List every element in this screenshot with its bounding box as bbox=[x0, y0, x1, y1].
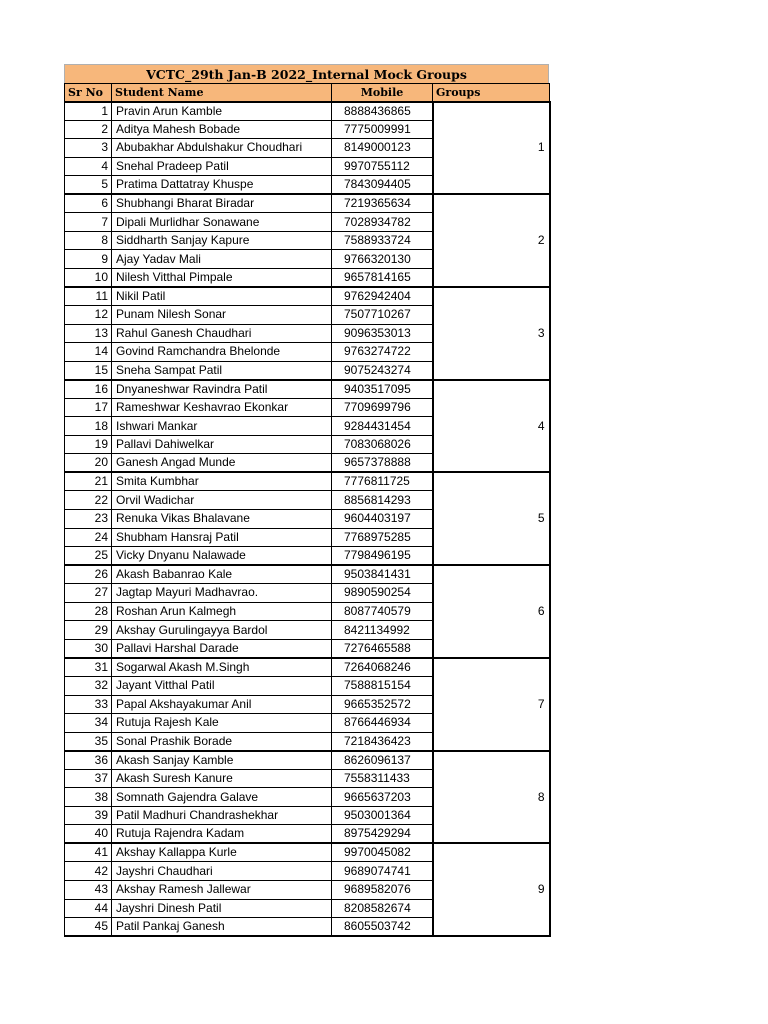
student-name-cell: Ajay Yadav Mali bbox=[112, 250, 332, 269]
sr-no-cell: 40 bbox=[65, 825, 112, 844]
sr-no-cell: 36 bbox=[65, 751, 112, 770]
header-groups: Groups bbox=[433, 84, 550, 102]
sr-no-cell: 35 bbox=[65, 732, 112, 751]
group-number-cell: 3 bbox=[433, 287, 550, 380]
student-name-cell: Patil Pankaj Ganesh bbox=[112, 918, 332, 937]
student-name-cell: Jayshri Dinesh Patil bbox=[112, 899, 332, 918]
student-name-cell: Shubhangi Bharat Biradar bbox=[112, 194, 332, 213]
student-name-cell: Akash Suresh Kanure bbox=[112, 769, 332, 788]
table-row bbox=[65, 565, 550, 584]
mobile-cell: 8605503742 bbox=[332, 918, 433, 937]
student-name-cell: Sogarwal Akash M.Singh bbox=[112, 658, 332, 677]
table-row bbox=[65, 843, 550, 862]
sr-no-cell: 38 bbox=[65, 788, 112, 807]
student-name-cell: Rutuja Rajesh Kale bbox=[112, 714, 332, 733]
group-number-cell: 2 bbox=[433, 194, 550, 287]
mobile-cell: 8208582674 bbox=[332, 899, 433, 918]
mobile-cell: 7588933724 bbox=[332, 231, 433, 250]
student-name-cell: Akash Babanrao Kale bbox=[112, 565, 332, 584]
mobile-cell: 7264068246 bbox=[332, 658, 433, 677]
sr-no-cell: 19 bbox=[65, 435, 112, 454]
table-row bbox=[65, 287, 550, 306]
student-name-cell: Aditya Mahesh Bobade bbox=[112, 120, 332, 139]
sr-no-cell: 33 bbox=[65, 695, 112, 714]
student-name-cell: Jayshri Chaudhari bbox=[112, 862, 332, 881]
mobile-cell: 7776811725 bbox=[332, 472, 433, 491]
sr-no-cell: 14 bbox=[65, 343, 112, 362]
group-number-cell: 8 bbox=[433, 751, 550, 844]
student-name-cell: Shubham Hansraj Patil bbox=[112, 528, 332, 547]
sr-no-cell: 28 bbox=[65, 602, 112, 621]
student-name-cell: Jagtap Mayuri Madhavrao. bbox=[112, 584, 332, 603]
sr-no-cell: 12 bbox=[65, 306, 112, 325]
mobile-cell: 9657814165 bbox=[332, 268, 433, 287]
mobile-cell: 8766446934 bbox=[332, 714, 433, 733]
mobile-cell: 9890590254 bbox=[332, 584, 433, 603]
student-name-cell: Orvil Wadichar bbox=[112, 491, 332, 510]
mobile-cell: 8626096137 bbox=[332, 751, 433, 770]
sr-no-cell: 31 bbox=[65, 658, 112, 677]
mobile-cell: 8888436865 bbox=[332, 102, 433, 121]
sr-no-cell: 39 bbox=[65, 806, 112, 825]
sr-no-cell: 17 bbox=[65, 398, 112, 417]
table-row bbox=[65, 472, 550, 491]
table-row bbox=[65, 658, 550, 677]
mobile-cell: 9970755112 bbox=[332, 157, 433, 176]
student-name-cell: Govind Ramchandra Bhelonde bbox=[112, 343, 332, 362]
student-name-cell: Pallavi Dahiwelkar bbox=[112, 435, 332, 454]
student-name-cell: Nilesh Vitthal Pimpale bbox=[112, 268, 332, 287]
student-name-cell: Siddharth Sanjay Kapure bbox=[112, 231, 332, 250]
table-row bbox=[65, 102, 550, 121]
student-name-cell: Rameshwar Keshavrao Ekonkar bbox=[112, 398, 332, 417]
mobile-cell: 9657378888 bbox=[332, 454, 433, 473]
student-name-cell: Pravin Arun Kamble bbox=[112, 102, 332, 121]
student-name-cell: Snehal Pradeep Patil bbox=[112, 157, 332, 176]
mobile-cell: 9762942404 bbox=[332, 287, 433, 306]
mobile-cell: 9604403197 bbox=[332, 510, 433, 529]
student-name-cell: Akshay Gurulingayya Bardol bbox=[112, 621, 332, 640]
student-name-cell: Abubakhar Abdulshakur Choudhari bbox=[112, 139, 332, 158]
student-name-cell: Nikil Patil bbox=[112, 287, 332, 306]
sr-no-cell: 30 bbox=[65, 639, 112, 658]
mobile-cell: 7219365634 bbox=[332, 194, 433, 213]
mobile-cell: 8856814293 bbox=[332, 491, 433, 510]
mobile-cell: 9403517095 bbox=[332, 380, 433, 399]
sr-no-cell: 44 bbox=[65, 899, 112, 918]
table-row bbox=[65, 380, 550, 399]
student-name-cell: Rutuja Rajendra Kadam bbox=[112, 825, 332, 844]
mobile-cell: 7083068026 bbox=[332, 435, 433, 454]
student-name-cell: Rahul Ganesh Chaudhari bbox=[112, 324, 332, 343]
sr-no-cell: 8 bbox=[65, 231, 112, 250]
group-number-cell: 6 bbox=[433, 565, 550, 658]
header-row bbox=[65, 84, 550, 102]
sr-no-cell: 20 bbox=[65, 454, 112, 473]
student-name-cell: Dnyaneshwar Ravindra Patil bbox=[112, 380, 332, 399]
mobile-cell: 7775009991 bbox=[332, 120, 433, 139]
mobile-cell: 7709699796 bbox=[332, 398, 433, 417]
student-name-cell: Pallavi Harshal Darade bbox=[112, 639, 332, 658]
sr-no-cell: 9 bbox=[65, 250, 112, 269]
mobile-cell: 9503841431 bbox=[332, 565, 433, 584]
student-name-cell: Sonal Prashik Borade bbox=[112, 732, 332, 751]
sr-no-cell: 21 bbox=[65, 472, 112, 491]
sr-no-cell: 4 bbox=[65, 157, 112, 176]
sr-no-cell: 10 bbox=[65, 268, 112, 287]
sheet-title: VCTC_29th Jan-B 2022_Internal Mock Groups bbox=[64, 64, 549, 83]
sr-no-cell: 11 bbox=[65, 287, 112, 306]
mobile-cell: 9689582076 bbox=[332, 880, 433, 899]
group-number-cell: 5 bbox=[433, 472, 550, 565]
mobile-cell: 7218436423 bbox=[332, 732, 433, 751]
student-name-cell: Jayant Vitthal Patil bbox=[112, 676, 332, 695]
mobile-cell: 9766320130 bbox=[332, 250, 433, 269]
sr-no-cell: 5 bbox=[65, 176, 112, 195]
student-name-cell: Ganesh Angad Munde bbox=[112, 454, 332, 473]
student-name-cell: Smita Kumbhar bbox=[112, 472, 332, 491]
mobile-cell: 8421134992 bbox=[332, 621, 433, 640]
sr-no-cell: 26 bbox=[65, 565, 112, 584]
student-name-cell: Ishwari Mankar bbox=[112, 417, 332, 436]
mobile-cell: 7558311433 bbox=[332, 769, 433, 788]
student-name-cell: Somnath Gajendra Galave bbox=[112, 788, 332, 807]
group-number-cell: 9 bbox=[433, 843, 550, 936]
sr-no-cell: 25 bbox=[65, 547, 112, 566]
sr-no-cell: 6 bbox=[65, 194, 112, 213]
sr-no-cell: 1 bbox=[65, 102, 112, 121]
sr-no-cell: 43 bbox=[65, 880, 112, 899]
table-row bbox=[65, 751, 550, 770]
student-name-cell: Pratima Dattatray Khuspe bbox=[112, 176, 332, 195]
sr-no-cell: 22 bbox=[65, 491, 112, 510]
sr-no-cell: 16 bbox=[65, 380, 112, 399]
mobile-cell: 9284431454 bbox=[332, 417, 433, 436]
group-number-cell: 4 bbox=[433, 380, 550, 473]
student-groups-table bbox=[64, 83, 551, 937]
sr-no-cell: 13 bbox=[65, 324, 112, 343]
student-name-cell: Patil Madhuri Chandrashekhar bbox=[112, 806, 332, 825]
mobile-cell: 7276465588 bbox=[332, 639, 433, 658]
mobile-cell: 7768975285 bbox=[332, 528, 433, 547]
mobile-cell: 8087740579 bbox=[332, 602, 433, 621]
table-body bbox=[65, 102, 550, 937]
mobile-cell: 8975429294 bbox=[332, 825, 433, 844]
student-name-cell: Dipali Murlidhar Sonawane bbox=[112, 213, 332, 232]
mobile-cell: 7588815154 bbox=[332, 676, 433, 695]
sr-no-cell: 23 bbox=[65, 510, 112, 529]
sr-no-cell: 42 bbox=[65, 862, 112, 881]
mobile-cell: 9075243274 bbox=[332, 361, 433, 380]
mock-groups-sheet bbox=[64, 64, 549, 937]
student-name-cell: Punam Nilesh Sonar bbox=[112, 306, 332, 325]
mobile-cell: 9970045082 bbox=[332, 843, 433, 862]
mobile-cell: 8149000123 bbox=[332, 139, 433, 158]
mobile-cell: 7843094405 bbox=[332, 176, 433, 195]
student-name-cell: Akshay Ramesh Jallewar bbox=[112, 880, 332, 899]
header-mobile: Mobile bbox=[332, 84, 433, 102]
student-name-cell: Vicky Dnyanu Nalawade bbox=[112, 547, 332, 566]
student-name-cell: Roshan Arun Kalmegh bbox=[112, 602, 332, 621]
mobile-cell: 9665637203 bbox=[332, 788, 433, 807]
sr-no-cell: 37 bbox=[65, 769, 112, 788]
mobile-cell: 9096353013 bbox=[332, 324, 433, 343]
mobile-cell: 9503001364 bbox=[332, 806, 433, 825]
table-row bbox=[65, 194, 550, 213]
mobile-cell: 7507710267 bbox=[332, 306, 433, 325]
student-name-cell: Sneha Sampat Patil bbox=[112, 361, 332, 380]
mobile-cell: 9763274722 bbox=[332, 343, 433, 362]
header-student-name: Student Name bbox=[112, 84, 332, 102]
sr-no-cell: 18 bbox=[65, 417, 112, 436]
sr-no-cell: 29 bbox=[65, 621, 112, 640]
group-number-cell: 1 bbox=[433, 102, 550, 195]
sr-no-cell: 3 bbox=[65, 139, 112, 158]
student-name-cell: Akash Sanjay Kamble bbox=[112, 751, 332, 770]
student-name-cell: Papal Akshayakumar Anil bbox=[112, 695, 332, 714]
sr-no-cell: 41 bbox=[65, 843, 112, 862]
sr-no-cell: 2 bbox=[65, 120, 112, 139]
header-sr-no: Sr No bbox=[65, 84, 112, 102]
mobile-cell: 7798496195 bbox=[332, 547, 433, 566]
sr-no-cell: 15 bbox=[65, 361, 112, 380]
student-name-cell: Renuka Vikas Bhalavane bbox=[112, 510, 332, 529]
sr-no-cell: 27 bbox=[65, 584, 112, 603]
mobile-cell: 9689074741 bbox=[332, 862, 433, 881]
group-number-cell: 7 bbox=[433, 658, 550, 751]
sr-no-cell: 45 bbox=[65, 918, 112, 937]
sr-no-cell: 7 bbox=[65, 213, 112, 232]
sr-no-cell: 34 bbox=[65, 714, 112, 733]
sr-no-cell: 24 bbox=[65, 528, 112, 547]
mobile-cell: 9665352572 bbox=[332, 695, 433, 714]
mobile-cell: 7028934782 bbox=[332, 213, 433, 232]
sr-no-cell: 32 bbox=[65, 676, 112, 695]
student-name-cell: Akshay Kallappa Kurle bbox=[112, 843, 332, 862]
